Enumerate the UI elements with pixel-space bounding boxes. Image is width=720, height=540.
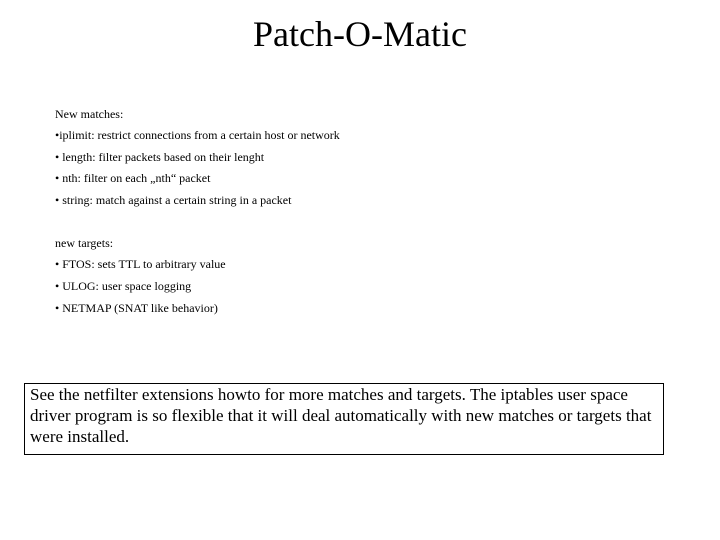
new-matches-heading: New matches: <box>55 107 124 121</box>
target-item-netmap: • NETMAP (SNAT like behavior) <box>55 301 218 315</box>
match-item-nth: • nth: filter on each „nth“ packet <box>55 171 211 185</box>
target-item-ftos: • FTOS: sets TTL to arbitrary value <box>55 257 226 271</box>
match-item-string: • string: match against a certain string in a packet <box>55 193 292 207</box>
note-box <box>24 383 664 455</box>
target-item-ulog: • ULOG: user space logging <box>55 279 192 293</box>
match-item-iplimit: •iplimit: restrict connections from a certain host or network <box>55 128 340 142</box>
note-text: See the netfilter extensions howto for more matches and targets. The iptables user space driver program is so flexible that it will deal automatically with new matches or targets that were installed. <box>30 385 652 446</box>
new-targets-heading: new targets: <box>55 236 114 250</box>
slide-title: Patch-O-Matic <box>253 14 467 54</box>
match-item-length: • length: filter packets based on their lenght <box>55 150 265 164</box>
